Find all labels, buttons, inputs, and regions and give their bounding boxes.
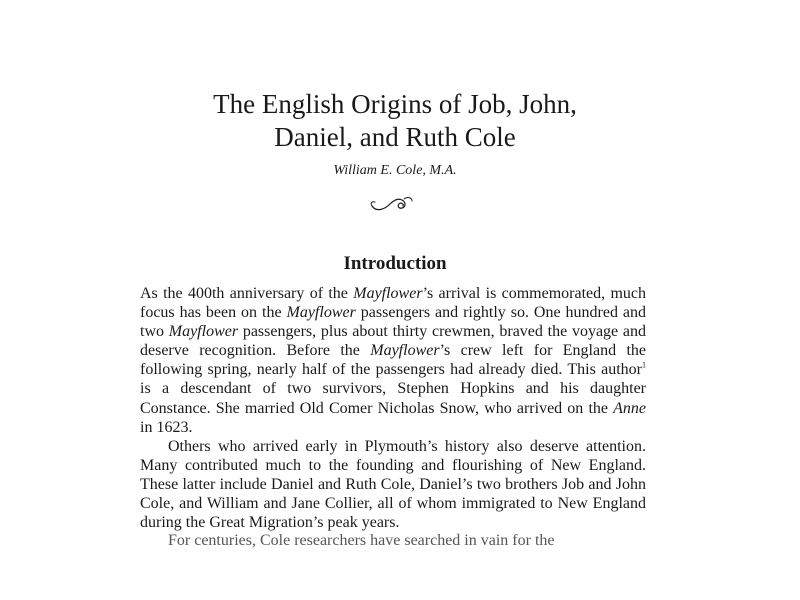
- ship-name-mayflower: Mayflower: [168, 323, 239, 341]
- paragraph-3-cutoff: For centuries, Cole researchers have searched in vain for the: [168, 532, 555, 549]
- article-title-line-2: Daniel, and Ruth Cole: [274, 122, 516, 152]
- ship-name-mayflower: Mayflower: [286, 304, 356, 322]
- section-heading: Introduction: [343, 253, 447, 274]
- footnote-marker[interactable]: 1: [642, 361, 646, 371]
- paragraph-2: Others who arrived early in Plymouth’s history also deserve attention. Many contributed much to the founding and flourishing of New England. These latter include Daniel and Ruth Cole, Daniel’s two brothers Job and John Cole, and William and Jane Collier, all of whom immigrated to New England during the Great Migration’s peak years.: [140, 437, 646, 532]
- ship-name-mayflower: Mayflower: [353, 285, 423, 302]
- paragraph-1: As the 400th anniversary of the Mayflower’s arrival is commemorated, much focus has been on the Mayflower passengers and rightly so. One hundred and two Mayflower passengers, plus about thirty crewmen, braved the voyage and deserve recognition. Before the Mayflower’s crew left for England the following spring, nearly half of the passengers had already died. This author$^1$ is a descendant of two survivors, Stephen Hopkins and his daughter Constance. She married Old Comer Nicholas Snow, who arrived on the Anne in 1623.: [140, 285, 647, 436]
- article-title: [0, 88, 790, 154]
- scroll-flourish-icon: [368, 190, 416, 214]
- ship-name-mayflower: Mayflower: [370, 342, 440, 360]
- article-author: William E. Cole, M.A.: [333, 163, 457, 178]
- ship-name-anne: Anne: [613, 399, 646, 417]
- article-title-line-1: The English Origins of Job, John,: [213, 89, 577, 119]
- body-text: [140, 284, 646, 532]
